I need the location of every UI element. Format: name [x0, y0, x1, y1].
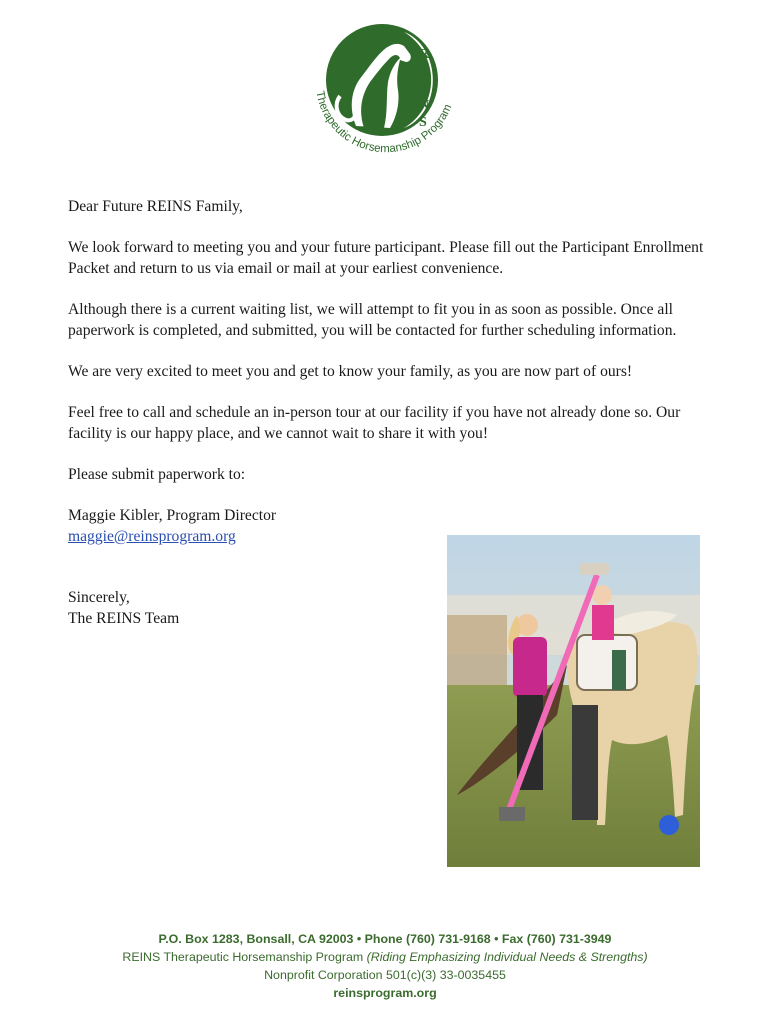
footer-org-tagline: (Riding Emphasizing Individual Needs & Strengths) — [366, 950, 648, 964]
riding-photo-graphic — [447, 535, 700, 867]
footer-website[interactable]: reinsprogram.org — [333, 986, 437, 1000]
logo-letter-r: R — [419, 47, 430, 62]
logo-letter-n: N — [419, 98, 430, 113]
footer-nonprofit: Nonprofit Corporation 501(c)(3) 33-0035455 — [264, 968, 506, 982]
paragraph-tour: Feel free to call and schedule an in-person tour at our facility if you have not already done so. Our facility is our happy place, and we cannot wait to share it with you! — [68, 404, 681, 442]
logo-letter-e: E — [419, 64, 429, 79]
greeting: Dear Future REINS Family, — [68, 198, 243, 215]
footer — [0, 930, 770, 1002]
logo-letter-s: S — [419, 115, 427, 130]
riding-photo — [447, 535, 700, 867]
footer-address: P.O. Box 1283, Bonsall, CA 92003 • Phone (760) 731-9168 • Fax (760) 731-3949 — [158, 932, 612, 946]
closing: Sincerely, — [68, 589, 130, 606]
paragraph-waiting-list: Although there is a current waiting list, we will attempt to fit you in as soon as possible. Once all paperwork is completed, and submitted, you will be contacted for further scheduling information. — [68, 301, 677, 339]
signature: The REINS Team — [68, 610, 180, 627]
paragraph-intro: We look forward to meeting you and your future participant. Please fill out the Participant Enrollment Packet and return to us via email or mail at your earliest convenience. — [68, 239, 704, 277]
contact-name: Maggie Kibler, Program Director — [68, 507, 277, 524]
reins-logo — [300, 18, 470, 178]
contact-email-link[interactable]: maggie@reinsprogram.org — [68, 528, 236, 545]
reins-logo-graphic — [300, 18, 470, 178]
footer-org-name: REINS Therapeutic Horsemanship Program — [122, 950, 367, 964]
paragraph-welcome: We are very excited to meet you and get to know your family, as you are now part of ours! — [68, 363, 633, 380]
logo-arc-text: Therapeutic Horsemanship Program — [313, 89, 455, 156]
submit-intro: Please submit paperwork to: — [68, 466, 246, 483]
logo-letter-i: I — [421, 81, 427, 96]
footer-org-line — [0, 948, 770, 966]
